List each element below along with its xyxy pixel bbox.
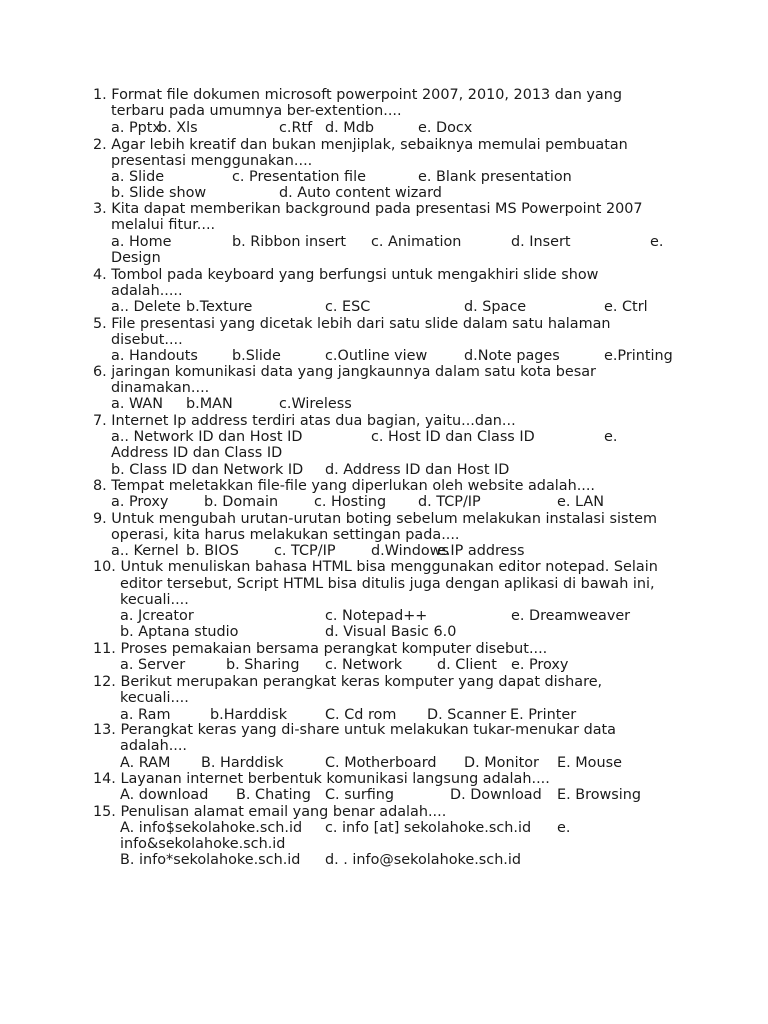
text-run: 12. Berikut merupakan perangkat keras komputer yang dapat dishare, — [93, 674, 603, 690]
text-run: d. Auto content wizard — [279, 185, 442, 201]
text-run: melalui fitur.... — [111, 217, 216, 233]
text-run: d. TCP/IP — [418, 494, 481, 510]
text-run: 2. Agar lebih kreatif dan bukan menjiplak, sebaiknya memulai pembuatan — [93, 137, 628, 153]
text-run: b. Aptana studio — [120, 624, 239, 640]
text-run: d. Visual Basic 6.0 — [325, 624, 457, 640]
text-run: presentasi menggunakan.... — [111, 153, 313, 169]
text-run: b. BIOS — [186, 543, 239, 559]
text-run: e. Proxy — [511, 657, 569, 673]
text-run: C. Cd rom — [325, 707, 397, 723]
text-run: d. Address ID dan Host ID — [325, 462, 510, 478]
text-run: adalah..... — [111, 283, 183, 299]
text-run: C. surfing — [325, 787, 395, 803]
text-run: a. Server — [120, 657, 186, 673]
text-run: E. Browsing — [557, 787, 642, 803]
text-run: c. Network — [325, 657, 403, 673]
text-run: D. Scanner — [427, 707, 507, 723]
text-run: B. info*sekolahoke.sch.id — [120, 852, 301, 868]
text-run: a. Handouts — [111, 348, 198, 364]
text-run: B. Harddisk — [201, 755, 284, 771]
text-run: c.Outline view — [325, 348, 428, 364]
text-run: Design — [111, 250, 161, 266]
text-run: kecuali.... — [120, 592, 189, 608]
text-run: a. Ram — [120, 707, 171, 723]
text-run: e. — [557, 820, 571, 836]
text-run: c. Notepad++ — [325, 608, 428, 624]
text-run: B. Chating — [236, 787, 311, 803]
text-run: c. Presentation file — [232, 169, 366, 185]
text-run: b. Slide show — [111, 185, 207, 201]
text-run: b. Sharing — [226, 657, 300, 673]
text-run: a. Pptx — [111, 120, 161, 136]
text-run: e.Printing — [604, 348, 673, 364]
text-run: 14. Layanan internet berbentuk komunikasi langsung adalah.... — [93, 771, 550, 787]
text-run: b.Harddisk — [210, 707, 288, 723]
text-run: d. . info@sekolahoke.sch.id — [325, 852, 522, 868]
text-run: info&sekolahoke.sch.id — [120, 836, 286, 852]
text-run: kecuali.... — [120, 690, 189, 706]
text-run: e.IP address — [437, 543, 525, 559]
text-run: e. Blank presentation — [418, 169, 572, 185]
text-run: 13. Perangkat keras yang di-share untuk melakukan tukar-menukar data — [93, 722, 616, 738]
text-run: 3. Kita dapat memberikan background pada presentasi MS Powerpoint 2007 — [93, 201, 643, 217]
text-run: c.Rtf — [279, 120, 313, 136]
text-run: 1. Format file dokumen microsoft powerpoint 2007, 2010, 2013 dan yang — [93, 87, 622, 103]
text-run: 5. File presentasi yang dicetak lebih dari satu slide dalam satu halaman — [93, 316, 611, 332]
text-run: b. Domain — [204, 494, 279, 510]
text-run: a.. Network ID dan Host ID — [111, 429, 303, 445]
text-run: b. Class ID dan Network ID — [111, 462, 304, 478]
text-run: b.Texture — [186, 299, 253, 315]
text-run: E. Printer — [510, 707, 577, 723]
text-run: a. WAN — [111, 396, 164, 412]
text-run: a. Slide — [111, 169, 165, 185]
text-run: A. RAM — [120, 755, 171, 771]
text-run: 10. Untuk menuliskan bahasa HTML bisa menggunakan editor notepad. Selain — [93, 559, 658, 575]
text-run: A. info$sekolahoke.sch.id — [120, 820, 303, 836]
text-run: operasi, kita harus melakukan settingan pada.... — [111, 527, 460, 543]
text-run: d. Insert — [511, 234, 571, 250]
text-run: a. Jcreator — [120, 608, 194, 624]
text-run: editor tersebut, Script HTML bisa ditulis juga dengan aplikasi di bawah ini, — [120, 576, 655, 592]
text-run: d.Note pages — [464, 348, 560, 364]
text-run: 7. Internet Ip address terdiri atas dua bagian, yaitu...dan... — [93, 413, 516, 429]
text-run: c. ESC — [325, 299, 371, 315]
text-run: c. Animation — [371, 234, 462, 250]
text-run: D. Download — [450, 787, 542, 803]
text-run: e. — [650, 234, 664, 250]
text-run: e. LAN — [557, 494, 604, 510]
text-run: A. download — [120, 787, 209, 803]
text-run: adalah.... — [120, 738, 188, 754]
text-run: e. Ctrl — [604, 299, 648, 315]
text-run: dinamakan.... — [111, 380, 210, 396]
text-run: d. Mdb — [325, 120, 374, 136]
text-run: E. Mouse — [557, 755, 622, 771]
text-run: 11. Proses pemakaian bersama perangkat komputer disebut.... — [93, 641, 548, 657]
text-run: a.. Kernel — [111, 543, 179, 559]
text-run: a. Home — [111, 234, 172, 250]
text-run: 6. jaringan komunikasi data yang jangkaunnya dalam satu kota besar — [93, 364, 596, 380]
text-run: C. Motherboard — [325, 755, 437, 771]
text-run: b.Slide — [232, 348, 281, 364]
text-run: 8. Tempat meletakkan file-file yang diperlukan oleh website adalah.... — [93, 478, 595, 494]
text-run: d. Client — [437, 657, 497, 673]
text-run: e. — [604, 429, 618, 445]
text-run: D. Monitor — [464, 755, 539, 771]
text-run: c. Hosting — [314, 494, 387, 510]
text-run: a.. Delete — [111, 299, 181, 315]
text-run: b. Ribbon insert — [232, 234, 347, 250]
text-run: e. Docx — [418, 120, 473, 136]
text-run: a. Proxy — [111, 494, 169, 510]
text-run: c.Wireless — [279, 396, 352, 412]
text-run: c. info [at] sekolahoke.sch.id — [325, 820, 532, 836]
text-run: terbaru pada umumnya ber-extention.... — [111, 103, 402, 119]
text-run: 9. Untuk mengubah urutan-urutan boting sebelum melakukan instalasi sistem — [93, 511, 657, 527]
text-run: c. Host ID dan Class ID — [371, 429, 535, 445]
text-run: e. Dreamweaver — [511, 608, 631, 624]
text-run: 4. Tombol pada keyboard yang berfungsi untuk mengakhiri slide show — [93, 267, 599, 283]
text-run: Address ID dan Class ID — [111, 445, 283, 461]
text-run: b.MAN — [186, 396, 233, 412]
text-run: 15. Penulisan alamat email yang benar adalah.... — [93, 804, 447, 820]
text-run: d. Space — [464, 299, 527, 315]
text-run: disebut.... — [111, 332, 183, 348]
text-run: b. Xls — [158, 120, 198, 136]
text-run: d.Windows — [371, 543, 449, 559]
text-run: c. TCP/IP — [274, 543, 336, 559]
